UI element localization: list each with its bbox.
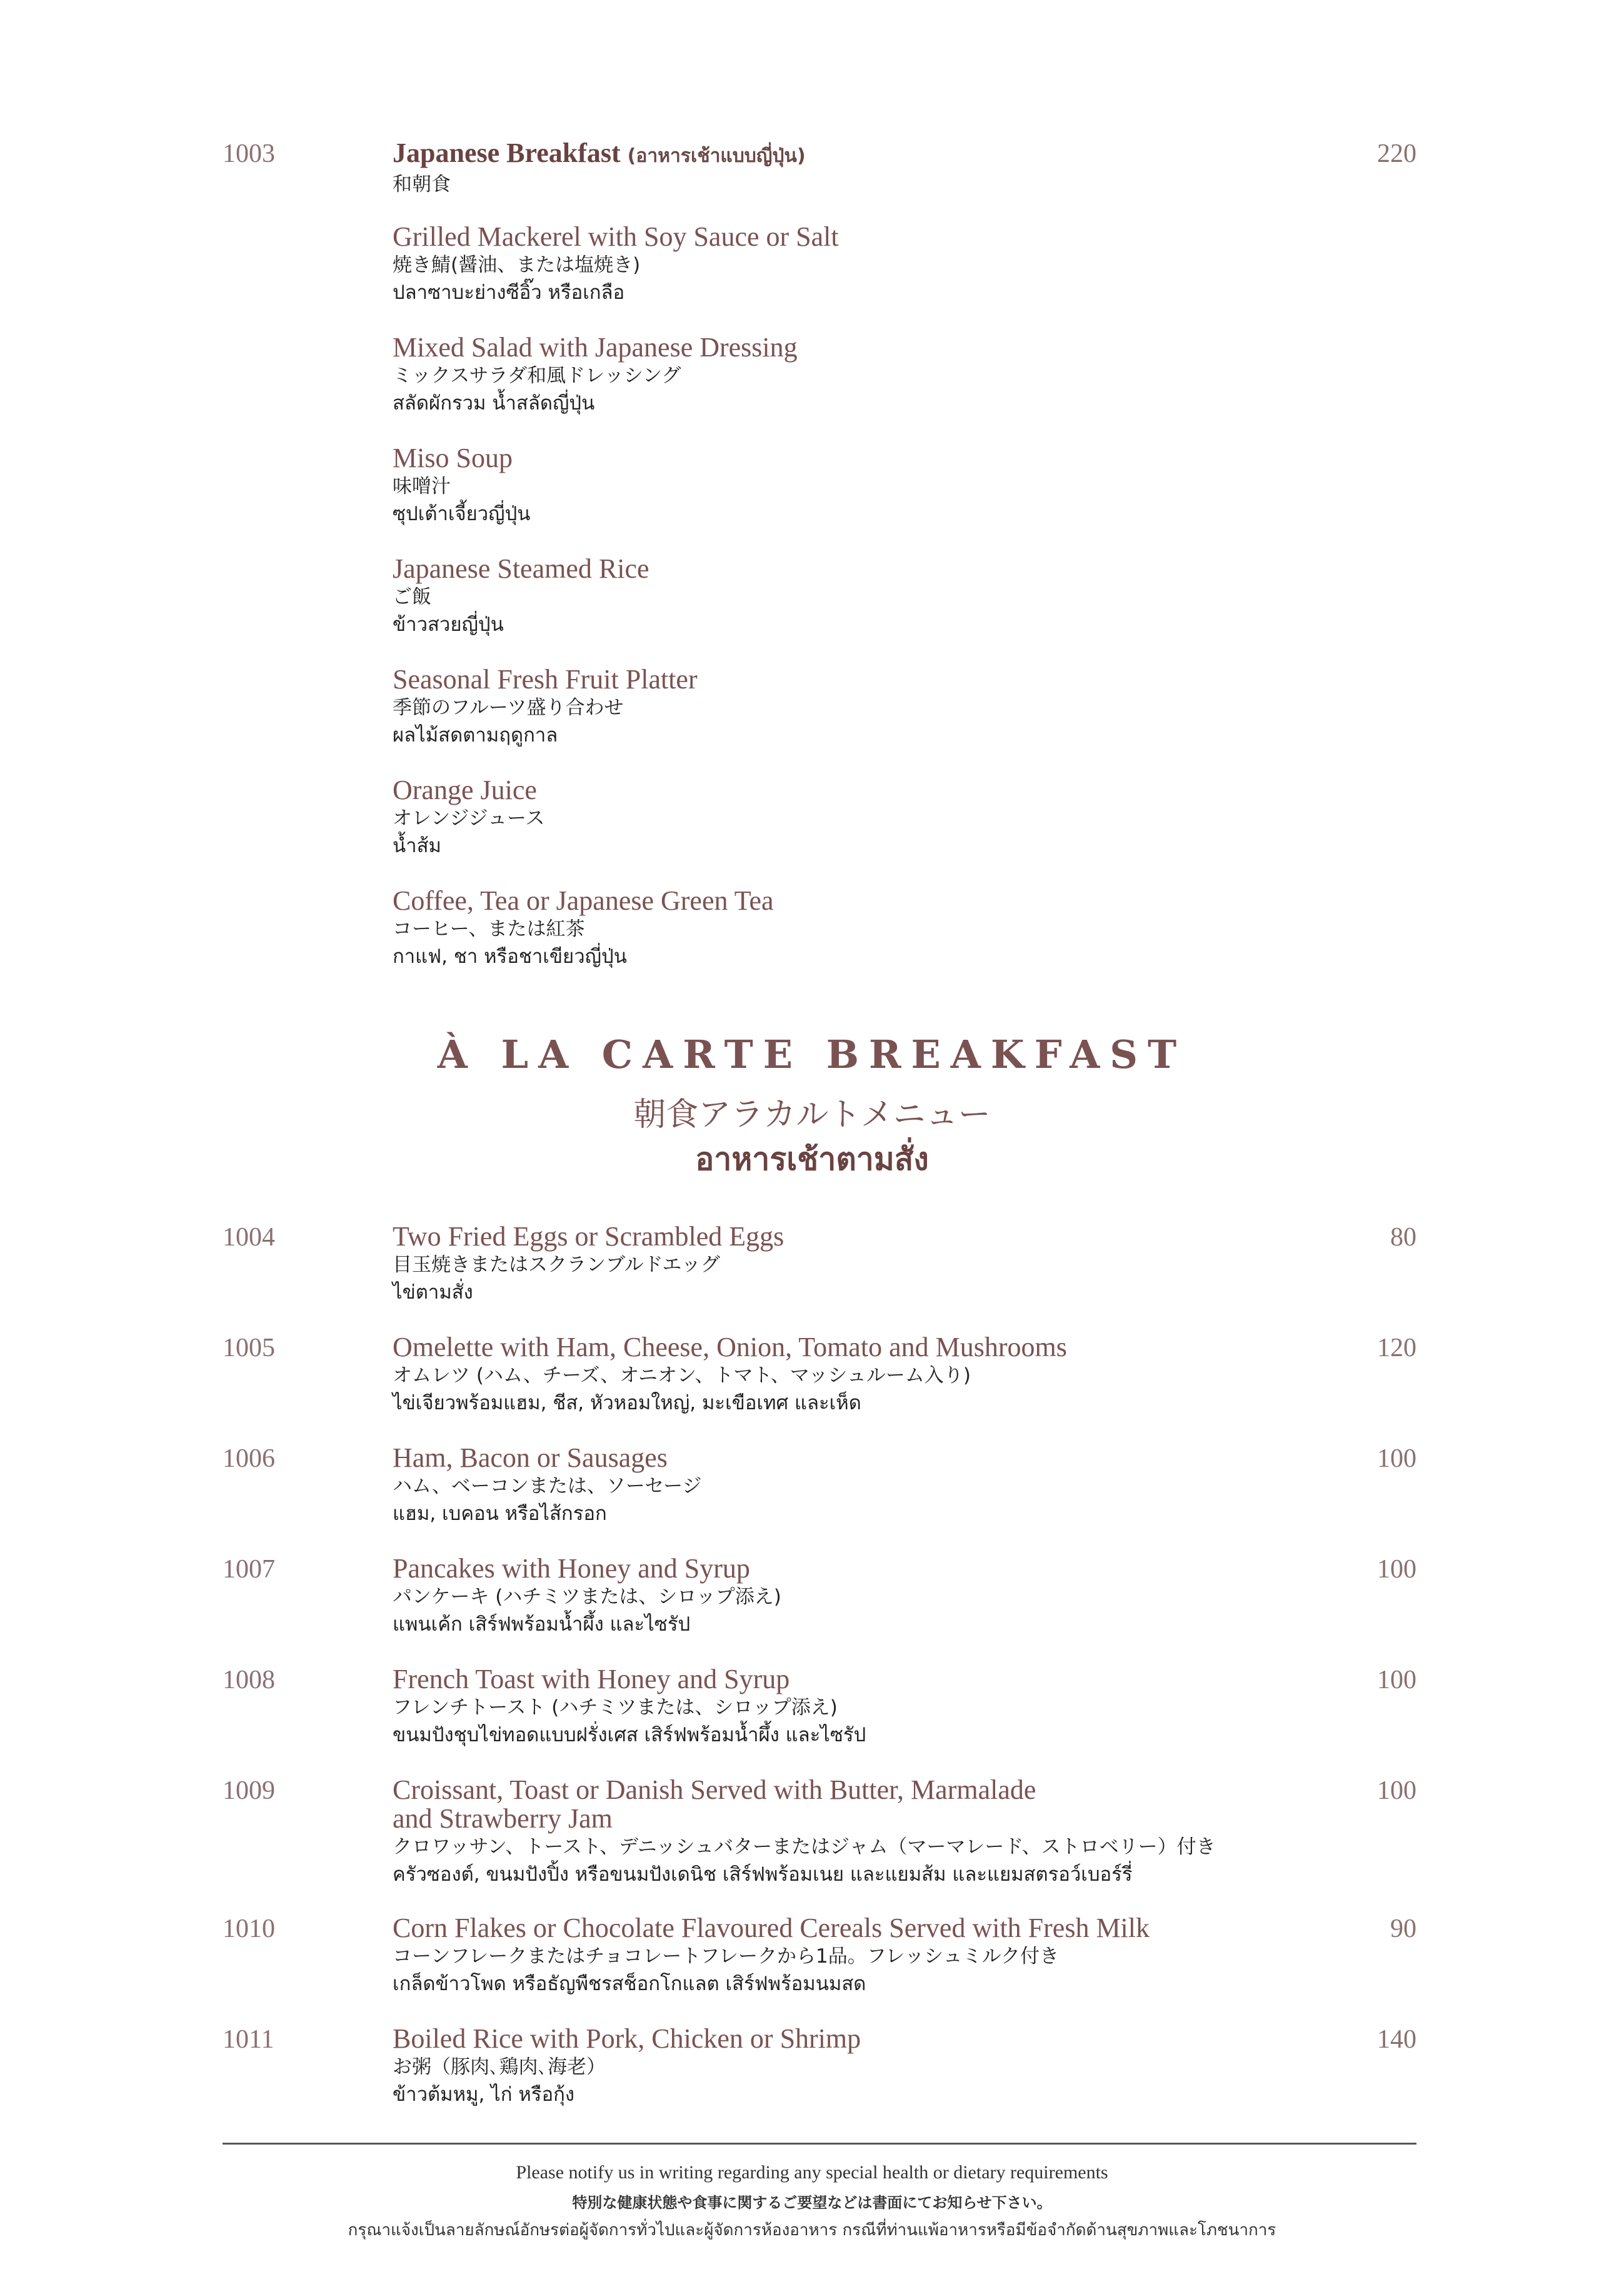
course-jp: 味噌汁 [393, 475, 451, 498]
item-code: 1011 [223, 2025, 274, 2054]
course-jp: ミックスサラダ和風ドレッシング [393, 365, 681, 387]
item-jp: オムレツ (ハム、チーズ、オニオン、トマト、マッシュルーム入り) [393, 1364, 971, 1387]
item-jp: コーンフレークまたはチョコレートフレークから1品。フレッシュミルク付き [393, 1945, 1059, 1968]
item-th: ไข่ตามสั่ง [393, 1281, 473, 1304]
course-item [393, 444, 1305, 528]
item-name [393, 139, 1305, 171]
item-price: 100 [1377, 1444, 1416, 1473]
item-code: 1008 [223, 1666, 275, 1694]
course-th: ปลาซาบะย่างซีอิ๊ว หรือเกลือ [393, 281, 625, 304]
item-name: Pancakes with Honey and Syrup [393, 1553, 750, 1584]
footer-note-jp: 特別な健康状態や食事に関するご要望などは書面にてお知らせ下さい。 [572, 2194, 1052, 2211]
item-price: 220 [1377, 139, 1416, 168]
course-jp: ご飯 [393, 586, 431, 608]
item-price: 120 [1377, 1334, 1416, 1362]
item-price: 90 [1390, 1914, 1416, 1943]
course-item [393, 887, 1305, 970]
item-price: 140 [1377, 2025, 1416, 2054]
course-name: Mixed Salad with Japanese Dressing [393, 332, 798, 363]
item-jp: フレンチトースト (ハチミツまたは、シロップ添え) [393, 1696, 838, 1719]
course-item [393, 555, 1305, 638]
item-jp: パンケーキ (ハチミツまたは、シロップ添え) [393, 1586, 781, 1608]
item-code: 1010 [223, 1914, 275, 1943]
course-th: กาแฟ, ชา หรือชาเขียวญี่ปุ่น [393, 945, 627, 968]
course-name: Orange Juice [393, 775, 537, 805]
item-name: Two Fried Eggs or Scrambled Eggs [393, 1221, 784, 1252]
item-jp: ハム、ベーコンまたは、ソーセージ [393, 1475, 702, 1497]
footer-note-th: กรุณาแจ้งเป็นลายลักษณ์อักษรต่อผู้จัดการทั่วไปและผู้จัดการห้องอาหาร กรณีที่ท่านแพ้อาหารหรือมีข้อจำกัดด้านสุขภาพและโภชนาการ [348, 2221, 1276, 2240]
item-name: Croissant, Toast or Danish Served with Butter, Marmalade [393, 1774, 1036, 1805]
item-th: เกล็ดข้าวโพด หรือธัญพืชรสช็อกโกแลต เสิร์ฟพร้อมนมสด [393, 1973, 866, 1995]
course-jp: コーヒー、または紅茶 [393, 918, 585, 940]
item-jp: 目玉焼きまたはスクランブルドエッグ [393, 1254, 720, 1276]
item-name: Boiled Rice with Pork, Chicken or Shrimp [393, 2023, 861, 2054]
item-code: 1004 [223, 1223, 275, 1252]
item-price: 100 [1377, 1666, 1416, 1694]
course-th: ซุปเต้าเจี้ยวญี่ปุ่น [393, 503, 531, 525]
item-name-jp: 和朝食 [393, 173, 451, 196]
item-name-en: Japanese Breakfast [393, 138, 621, 168]
course-item [393, 665, 1305, 749]
item-name: Omelette with Ham, Cheese, Onion, Tomato and Mushrooms [393, 1332, 1067, 1362]
item-th: ขนมปังชุบไข่ทอดแบบฝรั่งเศส เสิร์ฟพร้อมน้ำผึ้ง และไซรัป [393, 1724, 866, 1746]
item-price: 100 [1377, 1555, 1416, 1584]
item-name: French Toast with Honey and Syrup [393, 1664, 790, 1694]
item-th: แฮม, เบคอน หรือไส้กรอก [393, 1502, 607, 1525]
item-price: 100 [1377, 1776, 1416, 1805]
item-code: 1003 [223, 139, 275, 168]
item-code: 1009 [223, 1776, 275, 1805]
course-name: Grilled Mackerel with Soy Sauce or Salt [393, 221, 839, 252]
course-jp: 焼き鯖(醤油、または塩焼き) [393, 254, 641, 276]
course-jp: オレンジジュース [393, 807, 545, 830]
footer-divider [223, 2143, 1416, 2145]
course-name: Coffee, Tea or Japanese Green Tea [393, 885, 774, 916]
item-th: ไข่เจียวพร้อมแฮม, ชีส, หัวหอมใหญ่, มะเขือเทศ และเห็ด [393, 1392, 861, 1414]
footer-note-en: Please notify us in writing regarding any special health or dietary requirements [516, 2162, 1108, 2183]
item-th: ครัวซองต์, ขนมปังปิ้ง หรือขนมปังเดนิช เสิร์ฟพร้อมเนย และแยมส้ม และแยมสตรอว์เบอร์รี่ [393, 1863, 1133, 1886]
section-title-jp: 朝食アラカルトメニュー [633, 1096, 991, 1134]
course-jp: 季節のフルーツ盛り合わせ [393, 697, 624, 719]
item-jp: お粥（豚肉､鶏肉､海老） [393, 2056, 606, 2078]
item-name-thai: (อาหารเช้าแบบญี่ปุ่น) [627, 145, 806, 167]
course-item [393, 223, 1305, 306]
course-th: สลัดผักรวม น้ำสลัดญี่ปุ่น [393, 392, 595, 415]
item-name: Corn Flakes or Chocolate Flavoured Cereals Served with Fresh Milk [393, 1913, 1150, 1943]
section-title-en: À LA CARTE BREAKFAST [437, 1032, 1187, 1077]
course-name: Miso Soup [393, 443, 513, 473]
item-code: 1006 [223, 1444, 275, 1473]
course-name: Japanese Steamed Rice [393, 553, 649, 584]
item-th: ข้าวต้มหมู, ไก่ หรือกุ้ง [393, 2083, 574, 2106]
item-name: Ham, Bacon or Sausages [393, 1442, 668, 1473]
item-code: 1005 [223, 1334, 275, 1362]
course-th: ข้าวสวยญี่ปุ่น [393, 613, 504, 636]
course-th: ผลไม้สดตามฤดูกาล [393, 724, 558, 747]
item-name-line2: and Strawberry Jam [393, 1803, 613, 1834]
item-th: แพนเค้ก เสิร์ฟพร้อมน้ำผึ้ง และไซรัป [393, 1613, 691, 1636]
course-th: น้ำส้ม [393, 835, 441, 857]
course-name: Seasonal Fresh Fruit Platter [393, 664, 698, 695]
course-item [393, 333, 1305, 417]
item-price: 80 [1390, 1223, 1416, 1252]
item-code: 1007 [223, 1555, 275, 1584]
section-title-th: อาหารเช้าตามสั่ง [695, 1141, 929, 1177]
course-item [393, 776, 1305, 860]
item-jp: クロワッサン、トースト、デニッシュバターまたはジャム（マーマレード、ストロベリー）付き [393, 1836, 1216, 1858]
